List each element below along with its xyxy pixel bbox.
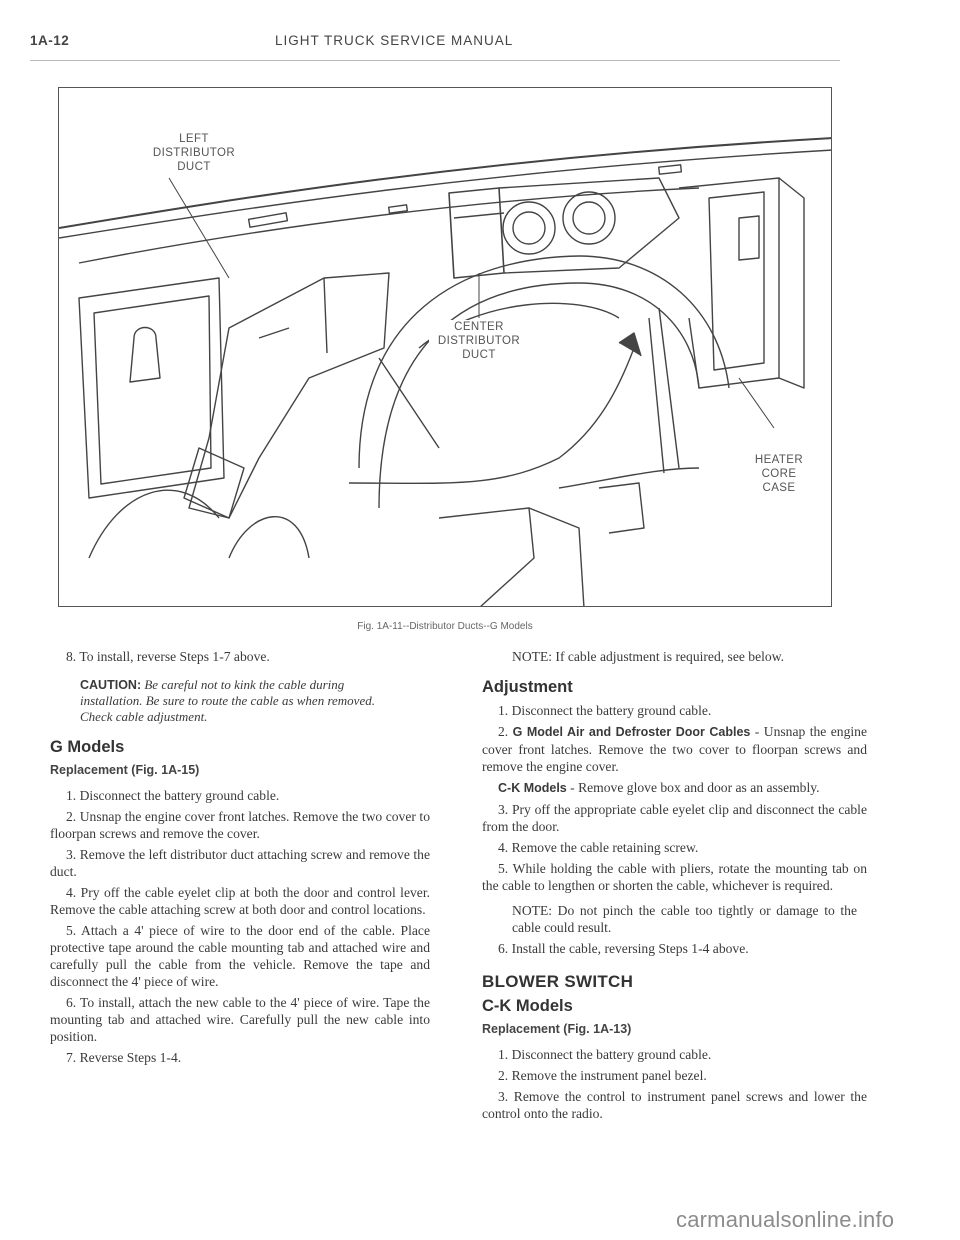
list-item: 2. G Model Air and Defroster Door Cables - Unsnap the engine cover front latches. Remove the two cover to floorpan screws and remove the engine cover. (482, 724, 868, 774)
list-item: C-K Models - Remove glove box and door as an assembly. (498, 780, 820, 795)
list-item: 2. Remove the instrument panel bezel. (498, 1068, 707, 1083)
section-heading-ck-models: C-K Models (482, 997, 573, 1015)
list-item: 3. Remove the left distributor duct attaching screw and remove the duct. (50, 847, 430, 879)
right-column (482, 648, 867, 1126)
list-item: 2. Unsnap the engine cover front latches. Remove the two cover to floorpan screws and remove the cover. (50, 809, 430, 841)
section-heading-g-models: G Models (50, 738, 125, 756)
watermark: carmanualsonline.info (676, 1207, 895, 1232)
ck-models-label: C-K Models (498, 781, 567, 795)
note-adjustment: NOTE: If cable adjustment is required, see below. (512, 649, 785, 664)
list-item: 6. To install, attach the new cable to the 4' piece of wire. Tape the mounting tab and attached wire. Carefully pull the new cable into position. (50, 995, 430, 1044)
left-column (50, 648, 430, 1070)
running-title: LIGHT TRUCK SERVICE MANUAL (275, 33, 514, 48)
callout-heater-core-case: HEATER CORE CASE (739, 453, 819, 495)
page-number: 1A-12 (30, 33, 70, 48)
list-item: 7. Reverse Steps 1-4. (66, 1050, 182, 1065)
list-item: 5. While holding the cable with pliers, rotate the mounting tab on the cable to lengthen or shorten the cable, whichever is required. (482, 861, 867, 893)
section-heading-adjustment: Adjustment (482, 678, 573, 696)
caution-note (50, 677, 430, 725)
callout-center-distributor-duct: CENTER DISTRIBUTOR DUCT (429, 320, 529, 362)
caution-label: CAUTION: (80, 678, 142, 692)
list-item: 6. Install the cable, reversing Steps 1-4 above. (498, 941, 749, 956)
caution-text: Be careful not to kink the cable during installation. Be sure to route the cable as when removed. Check cable adjustment. (80, 677, 375, 724)
list-item: 1. Disconnect the battery ground cable. (498, 1047, 712, 1062)
list-item: 3. Pry off the appropriate cable eyelet clip and disconnect the cable from the door. (482, 802, 867, 834)
note-pinch: NOTE: Do not pinch the cable too tightly or damage to the cable could result. (512, 903, 857, 935)
callout-left-distributor-duct: LEFT DISTRIBUTOR DUCT (152, 133, 236, 173)
g-model-cables-label: G Model Air and Defroster Door Cables (512, 725, 751, 739)
replacement-subheading: Replacement (Fig. 1A-15) (50, 763, 200, 777)
step-8: 8. To install, reverse Steps 1-7 above. (66, 649, 270, 664)
list-item: 3. Remove the control to instrument panel screws and lower the control onto the radio. (482, 1089, 867, 1121)
list-item: 1. Disconnect the battery ground cable. (66, 788, 280, 803)
replacement-subheading: Replacement (Fig. 1A-13) (482, 1022, 632, 1036)
list-item: 5. Attach a 4' piece of wire to the door end of the cable. Place protective tape around the cable mounting tab and attached wire and carefully pull the cable from the vehicle. Remove the tape and disconnect the 4' piece of wire. (50, 923, 430, 989)
list-item: 1. Disconnect the battery ground cable. (498, 703, 712, 718)
list-item: 4. Pry off the cable eyelet clip at both the door and control lever. Remove the cable attaching screw at both door and control locations. (50, 885, 430, 917)
list-item: 4. Remove the cable retaining screw. (498, 840, 699, 855)
figure-caption: Fig. 1A-11--Distributor Ducts--G Models (357, 621, 533, 632)
section-heading-blower-switch: BLOWER SWITCH (482, 972, 634, 991)
header-rule (30, 60, 840, 61)
figure-illustration (58, 87, 832, 607)
